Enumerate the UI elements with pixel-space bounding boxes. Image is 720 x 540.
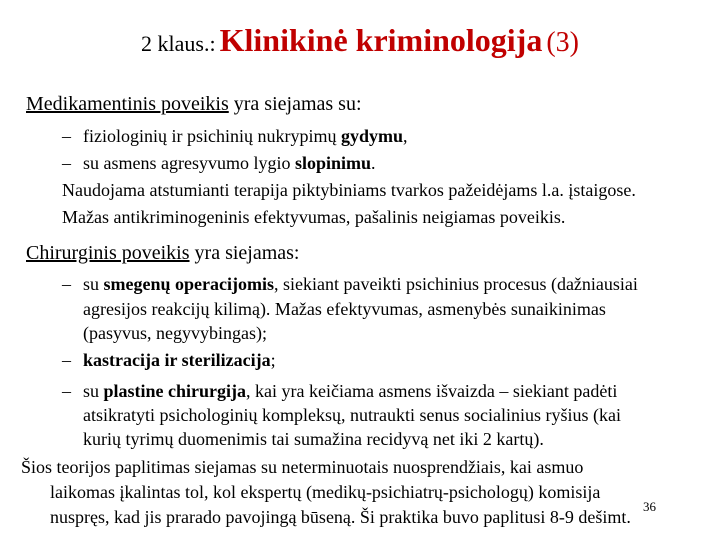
- conclusion-line-3: nuspręs, kad jis prarado pavojingą būseną. Ši praktika buvo paplitusi 8-9 dešimt.: [50, 507, 631, 527]
- title-number: (3): [546, 27, 579, 58]
- surgery-bullet-1-line-3: (pasyvus, negyvybingas);: [83, 323, 267, 343]
- bullet-text: su asmens agresyvumo lygio: [83, 153, 295, 173]
- surgery-heading-underlined: Chirurginis poveikis: [26, 242, 190, 264]
- bullet-bold: kastracija ir sterilizacija: [83, 350, 271, 370]
- dash-marker: –: [62, 153, 71, 173]
- bullet-text: ;: [270, 350, 276, 370]
- medication-heading: [26, 92, 720, 116]
- dash-marker: –: [62, 274, 71, 294]
- surgery-bullet-3-line-3: kurių tyrimų duomenimis tai sumažina recidyvą net iki 2 kartų).: [83, 429, 544, 449]
- title-main: Klinikinė kriminologija: [219, 22, 543, 58]
- medication-heading-rest: yra siejamas su:: [228, 93, 362, 115]
- bullet-text: ,: [403, 126, 408, 146]
- dash-marker: –: [62, 381, 71, 401]
- medication-heading-underlined: Medikamentinis poveikis: [26, 93, 229, 115]
- surgery-bullet-1-line-2: agresijos reakcijų kilimą). Mažas efektyvumas, asmenybės sunaikinimas: [83, 299, 606, 319]
- bullet-text: , kai yra keičiama asmens išvaizda – siekiant padėti: [246, 381, 618, 401]
- bullet-bold: gydymu: [340, 126, 403, 146]
- surgery-bullet-3-line-2: atsikratyti psichologinių kompleksų, nutraukti senus socialinius ryšius (kai: [83, 405, 621, 425]
- bullet-text: .: [371, 153, 376, 173]
- bullet-text: su: [83, 381, 104, 401]
- bullet-bold: smegenų operacijomis: [103, 274, 274, 294]
- medication-line-3: Naudojama atstumianti terapija piktybiniams tvarkos pažeidėjams l.a. įstaigose.: [62, 180, 636, 200]
- conclusion-line-1: Šios teorijos paplitimas siejamas su neterminuotais nuosprendžiais, kai asmuo: [21, 457, 584, 477]
- slide-title: [0, 22, 720, 59]
- bullet-bold: slopinimu: [294, 153, 372, 173]
- surgery-heading: [26, 241, 720, 265]
- surgery-heading-rest: yra siejamas:: [189, 242, 300, 264]
- dash-marker: –: [62, 126, 71, 146]
- bullet-text: , siekiant paveikti psichinius procesus (dažniausiai: [274, 274, 638, 294]
- medication-line-4: Mažas antikriminogeninis efektyvumas, pašalinis neigiamas poveikis.: [62, 207, 566, 227]
- conclusion-line-2: laikomas įkalintas tol, kol ekspertų (medikų-psichiatrų-psichologų) komisija: [50, 482, 601, 502]
- bullet-text: fiziologinių ir psichinių nukrypimų: [83, 126, 341, 146]
- dash-marker: –: [62, 350, 71, 370]
- bullet-text: su: [83, 274, 104, 294]
- title-prefix: 2 klaus.:: [141, 31, 216, 56]
- bullet-bold: plastine chirurgija: [103, 381, 247, 401]
- slide-number: 36: [643, 499, 656, 514]
